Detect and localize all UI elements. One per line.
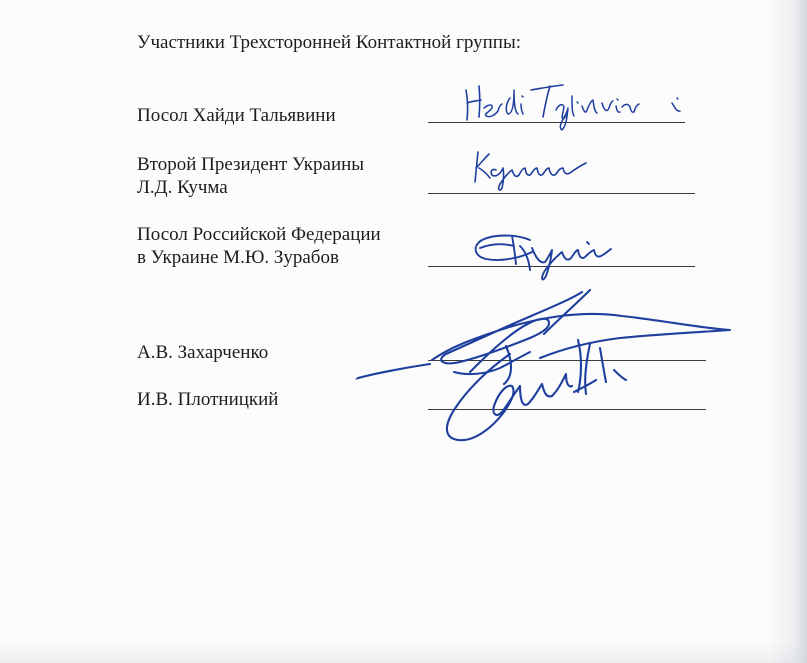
signatory-label-kuchma [137, 153, 364, 199]
signatory-line: А.В. Захарченко [137, 342, 269, 363]
signature-line [428, 122, 685, 123]
signatory-line: в Украине М.Ю. Зурабов [137, 247, 339, 268]
page-edge-shadow [767, 0, 807, 663]
signatory-line: И.В. Плотницкий [137, 389, 279, 410]
signature-zurabov [476, 236, 611, 280]
signature-kuchma [475, 152, 586, 190]
signatory-line: Второй Президент Украины [137, 154, 365, 175]
signature-line [428, 193, 695, 194]
signatory-label-plotnitsky [137, 388, 278, 411]
signatory-line: Посол Российской Федерации [137, 224, 381, 245]
signature-line [428, 360, 706, 361]
signatory-label-zurabov [137, 223, 381, 269]
signatory-line: Посол Хайди Тальявини [137, 105, 336, 126]
document-heading: Участники Трехсторонней Контактной группы: [137, 32, 522, 53]
signatory-line: Л.Д. Кучма [137, 177, 228, 198]
signatory-label-zakharchenko [137, 341, 268, 364]
page-edge-shadow-bottom [0, 641, 807, 663]
signatory-label-tagliavini [137, 104, 336, 127]
signature-zakharchenko [356, 290, 730, 384]
signature-line [428, 266, 695, 267]
signature-line [428, 409, 706, 410]
signature-plotnitsky [447, 340, 626, 440]
signature-tagliavini [466, 85, 680, 130]
